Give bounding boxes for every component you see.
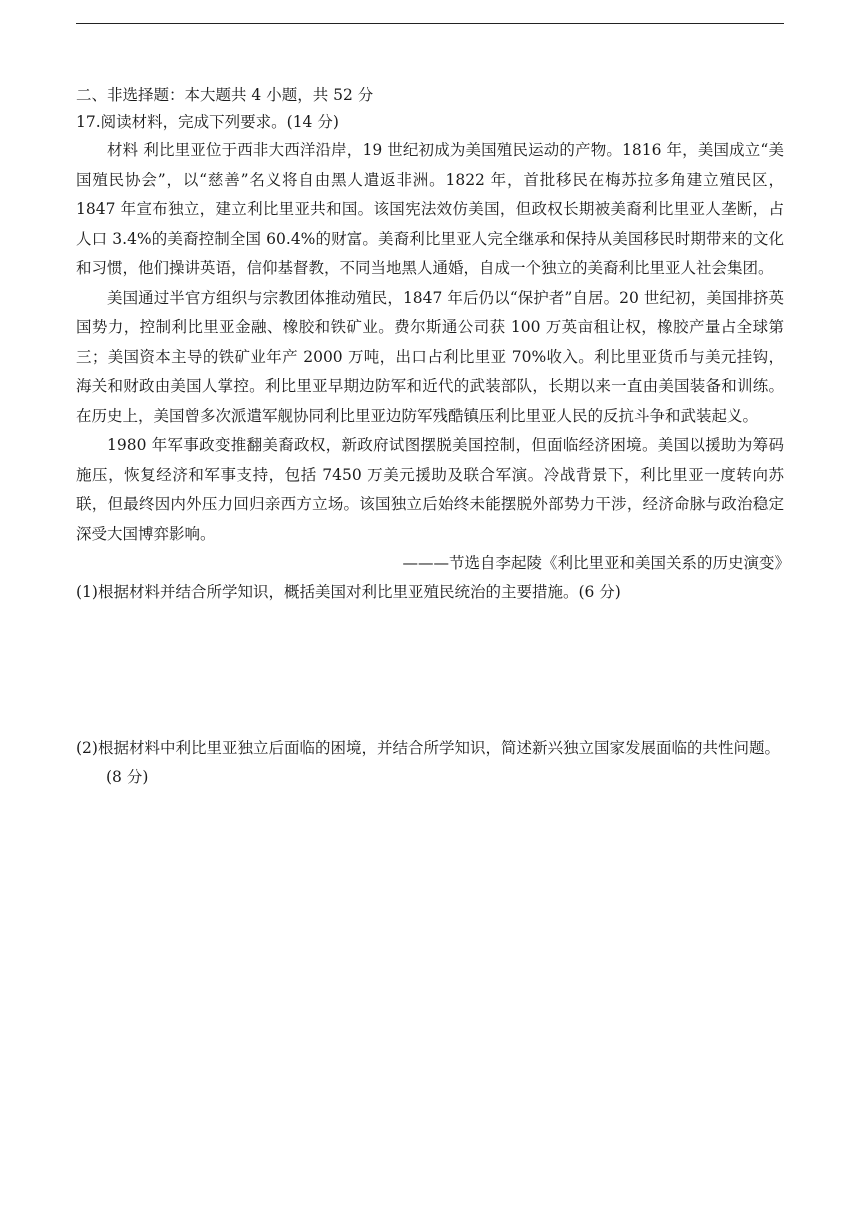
- material-paragraph-1: 材料 利比里亚位于西非大西洋沿岸，19 世纪初成为美国殖民运动的产物。1816 年，美国成立“美国殖民协会”，以“慈善”名义将自由黑人遣返非洲。1822 年，首批移民在梅苏拉多角建立殖民区，1847 年宣布独立，建立利比里亚共和国。该国宪法效仿美国，但政权长期被美裔利比里亚人垄断，占人口 3.4%的美裔控制全国 60.4%的财富。美裔利比里亚人完全继承和保持从美国移民时期带来的文化和习惯，他们操讲英语，信仰基督教，不同当地黑人通婚，自成一个独立的美裔利比里亚人社会集团。: [76, 141, 784, 277]
- answer-space-1: [76, 608, 784, 734]
- sub-question-2: (2)根据材料中利比里亚独立后面临的困境，并结合所学知识，简述新兴独立国家发展面临的共性问题。(8 分): [76, 738, 780, 786]
- material-paragraph-2: 美国通过半官方组织与宗教团体推动殖民，1847 年后仍以“保护者”自居。20 世纪初，美国排挤英国势力，控制利比里亚金融、橡胶和铁矿业。费尔斯通公司获 100 万英亩租让权，橡胶产量占全球第三；美国资本主导的铁矿业年产 2000 万吨，出口占利比里亚 70%收入。利比里亚货币与美元挂钩，海关和财政由美国人掌控。利比里亚早期边防军和近代的武装部队，长期以来一直由美国装备和训练。在历史上，美国曾多次派遣军舰协同利比里亚边防军残酷镇压利比里亚人民的反抗斗争和武装起义。: [76, 288, 784, 425]
- section-heading: 二、非选择题：本大题共 4 小题，共 52 分: [76, 86, 374, 104]
- material-source: ———节选自李起陵《利比里亚和美国关系的历史演变》: [402, 554, 790, 572]
- exam-page: [76, 82, 790, 793]
- material-paragraph-3: 1980 年军事政变推翻美裔政权，新政府试图摆脱美国控制，但面临经济困境。美国以援助为筹码施压，恢复经济和军事支持，包括 7450 万美元援助及联合军演。冷战背景下，利比里亚一度转向苏联，但最终因内外压力回归亲西方立场。该国独立后始终未能摆脱外部势力干涉，经济命脉与政治稳定深受大国博弈影响。: [76, 436, 784, 543]
- header-rule: [76, 23, 784, 24]
- question-17-title: 17.阅读材料，完成下列要求。(14 分): [76, 113, 339, 131]
- sub-question-1: (1)根据材料并结合所学知识，概括美国对利比里亚殖民统治的主要措施。(6 分): [76, 583, 621, 601]
